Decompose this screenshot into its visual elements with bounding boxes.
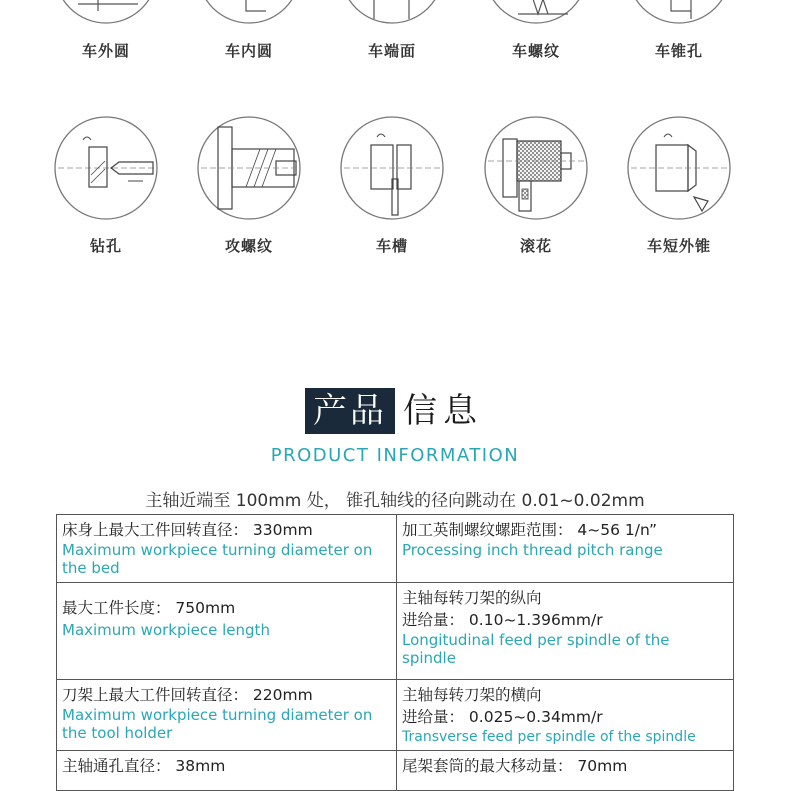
- knurling-icon: [483, 115, 589, 221]
- internal-turning-icon: [196, 0, 302, 25]
- operation-label: 滚花: [519, 237, 552, 255]
- facing-icon: [339, 0, 445, 25]
- section-title-en: PRODUCT INFORMATION: [270, 445, 520, 466]
- spec-en: Maximum workpiece turning diameter on the tool holder: [62, 706, 373, 742]
- spec-cell: [397, 583, 734, 680]
- spec-cell: [57, 515, 397, 583]
- tapping-icon: [196, 115, 302, 221]
- spec-table: [56, 514, 734, 791]
- thread-turning-icon: [483, 0, 589, 25]
- operation-label: 车锥孔: [654, 42, 703, 60]
- spec-zh: 加工英制螺纹螺距范围： 4~56 1/n”: [402, 521, 658, 539]
- title-rest: 信息: [403, 391, 483, 431]
- operation-label: 车外圆: [81, 42, 130, 60]
- external-turning-icon: [53, 0, 159, 25]
- spindle-runout-note: 主轴近端至 100mm 处， 锥孔轴线的径向跳动在 0.01~0.02mm: [145, 491, 645, 511]
- short-taper-icon: [626, 115, 732, 221]
- spec-zh: 尾架套筒的最大移动量： 70mm: [402, 757, 628, 775]
- spec-zh: 床身上最大工件回转直径： 330mm: [62, 521, 313, 539]
- spec-zh: 主轴通孔直径： 38mm: [62, 757, 226, 775]
- spec-en: Longitudinal feed per spindle of the spindle: [402, 631, 670, 667]
- operation-label: 车螺纹: [511, 42, 560, 60]
- operation-label: 车槽: [375, 237, 408, 255]
- spec-cell: [57, 751, 397, 791]
- operations-row-1: [0, 0, 790, 69]
- spec-zh-line2: 进给量： 0.025~0.34mm/r: [402, 708, 603, 726]
- operation-label: 车内圆: [224, 42, 273, 60]
- spec-en: Maximum workpiece turning diameter on the bed: [62, 541, 373, 577]
- spec-zh: 主轴每转刀架的纵向: [402, 589, 542, 607]
- section-title: [0, 388, 790, 434]
- spec-zh: 刀架上最大工件回转直径： 220mm: [62, 686, 313, 704]
- spec-cell: [397, 515, 734, 583]
- spec-zh: 主轴每转刀架的横向: [402, 686, 542, 704]
- grooving-icon: [339, 115, 445, 221]
- spec-cell: [397, 751, 734, 791]
- spec-cell: [57, 680, 397, 751]
- spec-cell: [57, 583, 397, 680]
- operation-label: 攻螺纹: [224, 237, 273, 255]
- operations-row-2: [0, 115, 790, 265]
- operation-label: 车短外锥: [646, 237, 711, 255]
- taper-hole-icon: [626, 0, 732, 25]
- table-row: [57, 751, 734, 791]
- spec-zh-line2: 进给量： 0.10~1.396mm/r: [402, 611, 603, 629]
- spec-cell: [397, 680, 734, 751]
- table-row: [57, 583, 734, 680]
- title-highlight: 产品: [305, 388, 395, 434]
- spec-en: Maximum workpiece length: [62, 621, 270, 639]
- operation-label: 钻孔: [89, 237, 122, 255]
- drilling-icon: [53, 115, 159, 221]
- table-row: [57, 680, 734, 751]
- table-row: [57, 515, 734, 583]
- operation-label: 车端面: [367, 42, 416, 60]
- spec-en: Processing inch thread pitch range: [402, 541, 663, 559]
- spec-zh: 最大工件长度： 750mm: [62, 599, 236, 617]
- spec-en: Transverse feed per spindle of the spindle: [402, 729, 696, 745]
